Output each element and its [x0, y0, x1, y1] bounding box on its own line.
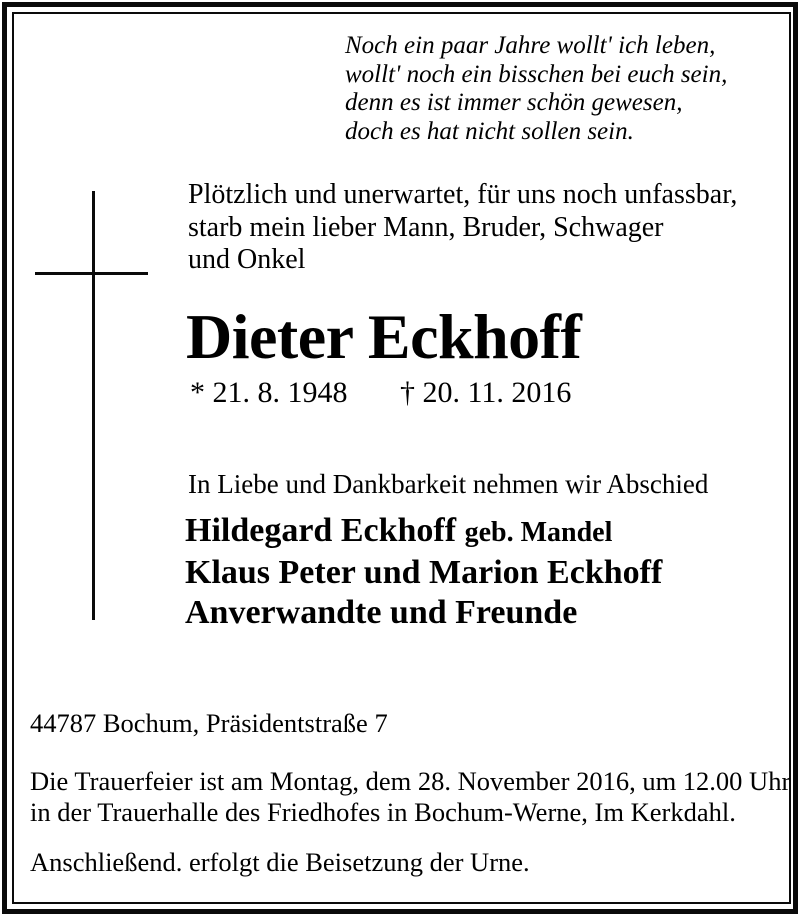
- deceased-name: Dieter Eckhoff: [186, 301, 582, 372]
- intro-line: starb mein lieber Mann, Bruder, Schwager: [188, 211, 664, 243]
- intro-block: [188, 179, 737, 277]
- funeral-info-line: in der Trauerhalle des Friedhofes in Bochum-Werne, Im Kerkdahl.: [30, 797, 736, 827]
- mourner-line: [185, 511, 662, 553]
- intro-line: Plötzlich und unerwartet, für uns noch unfassbar,: [188, 179, 738, 210]
- funeral-info-block: [30, 766, 790, 828]
- widow-birth-name: geb. Mandel: [464, 517, 613, 548]
- poem-line: denn es ist immer schön gewesen,: [345, 89, 683, 116]
- address-line: 44787 Bochum, Präsidentstraße 7: [30, 708, 388, 738]
- poem-line: wollt' noch ein bisschen bei euch sein,: [345, 60, 728, 88]
- poem-line: doch es hat nicht sollen sein.: [345, 117, 634, 145]
- cross-horizontal-bar: [35, 272, 148, 275]
- poem-line: Noch ein paar Jahre wollt' ich leben,: [345, 32, 716, 59]
- mourners-block: [185, 511, 662, 633]
- intro-line: und Onkel: [188, 244, 306, 275]
- farewell-line: In Liebe und Dankbarkeit nehmen wir Abschied: [188, 469, 709, 499]
- birth-date: * 21. 8. 1948: [190, 376, 348, 409]
- cross-vertical-bar: [92, 191, 95, 620]
- widow-name: Hildegard Eckhoff: [185, 512, 465, 549]
- mourner-line: Klaus Peter und Marion Eckhoff: [185, 554, 663, 591]
- urn-note-line: Anschließend. erfolgt die Beisetzung der Urne.: [30, 847, 530, 877]
- mourner-line: Anverwandte und Freunde: [185, 594, 578, 631]
- poem-block: [345, 32, 727, 146]
- death-date: † 20. 11. 2016: [400, 376, 572, 409]
- funeral-info-line: Die Trauerfeier ist am Montag, dem 28. November 2016, um 12.00 Uhr: [30, 766, 791, 796]
